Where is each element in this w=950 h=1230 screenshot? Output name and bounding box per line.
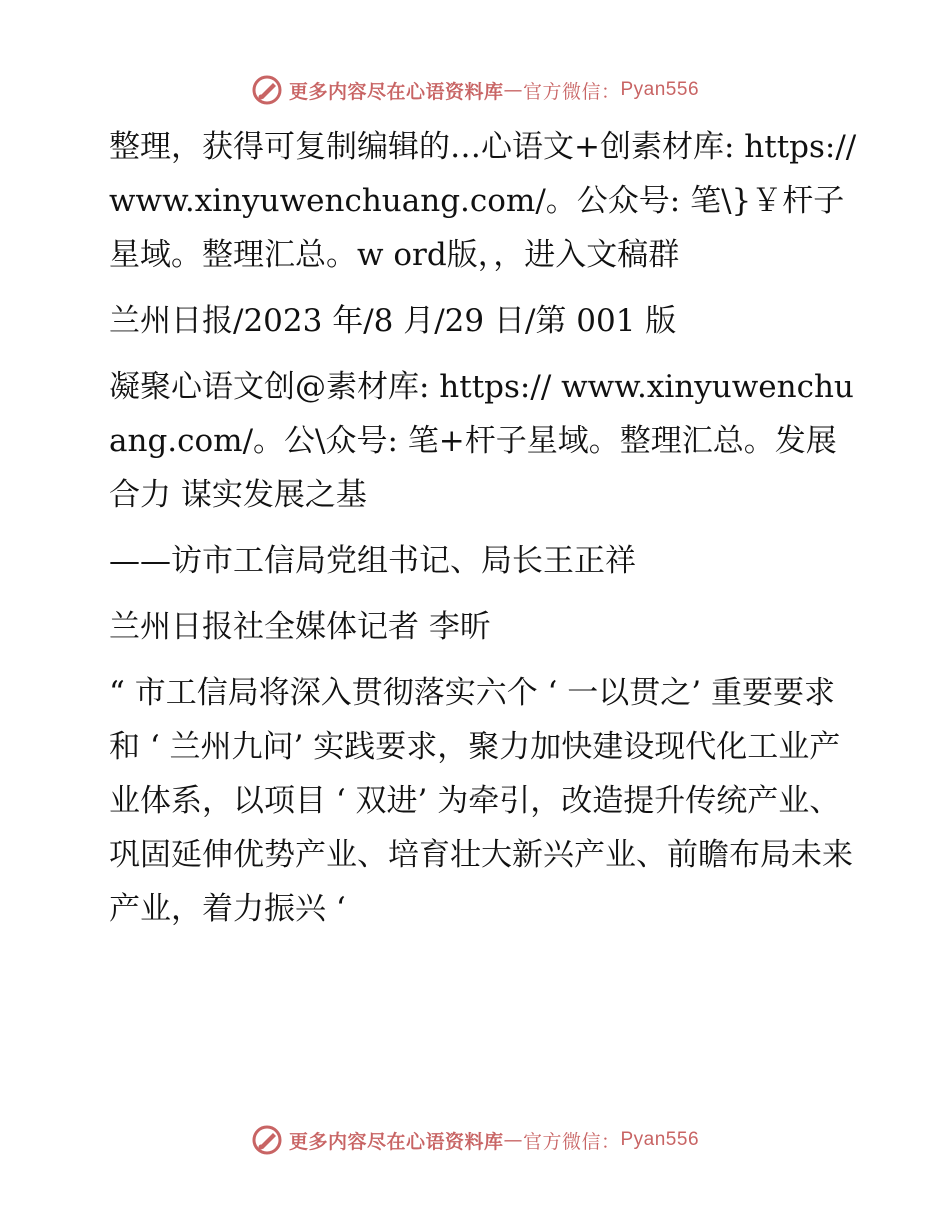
footer-banner-account: Pyan556	[620, 1129, 700, 1150]
footer-watermark-banner	[0, 1120, 950, 1160]
paragraph-intro: 整理，获得可复制编辑的…心语文+创素材库: https://www.xinyuwenchuang.com/。公众号: 笔\}￥杆子星域。整理汇总。w ord版，，进入文稿群	[109, 129, 857, 273]
footer-banner-sub: 官方微信：	[522, 1130, 621, 1153]
header-watermark-banner	[0, 70, 950, 110]
header-banner-main: 更多内容尽在心语资料库	[288, 80, 504, 103]
document-body	[97, 120, 857, 936]
footer-banner-dash: —	[503, 1129, 523, 1151]
paragraph-body: “ 市工信局将深入贯彻落实六个 ‘ 一以贯之’ 重要要求和 ‘ 兰州九问’ 实践要求，聚力加快建设现代化工业产业体系，以项目 ‘ 双进’ 为牵引，改造提升传统产业、巩固延伸优势产业、培育壮大新兴产业、前瞻布局未来产业，着力振兴 ‘	[109, 675, 853, 927]
header-banner-dash: —	[503, 79, 523, 101]
paragraph-title: 凝聚心语文创@素材库: https:// www.xinyuwenchuang.com/。公\众号: 笔+杆子星域。整理汇总。发展合力 谋实发展之基	[109, 369, 854, 513]
paragraph-byline: 兰州日报社全媒体记者 李昕	[109, 609, 491, 645]
header-banner-account: Pyan556	[620, 79, 700, 100]
brush-logo-icon	[251, 74, 283, 106]
paragraph-subtitle: ——访市工信局党组书记、局长王正祥	[109, 543, 636, 579]
header-banner-sub: 官方微信：	[522, 80, 621, 103]
paragraph-source: 兰州日报/2023 年/8 月/29 日/第 001 版	[109, 303, 677, 339]
footer-banner-main: 更多内容尽在心语资料库	[288, 1130, 504, 1153]
brush-logo-icon	[251, 1124, 283, 1156]
